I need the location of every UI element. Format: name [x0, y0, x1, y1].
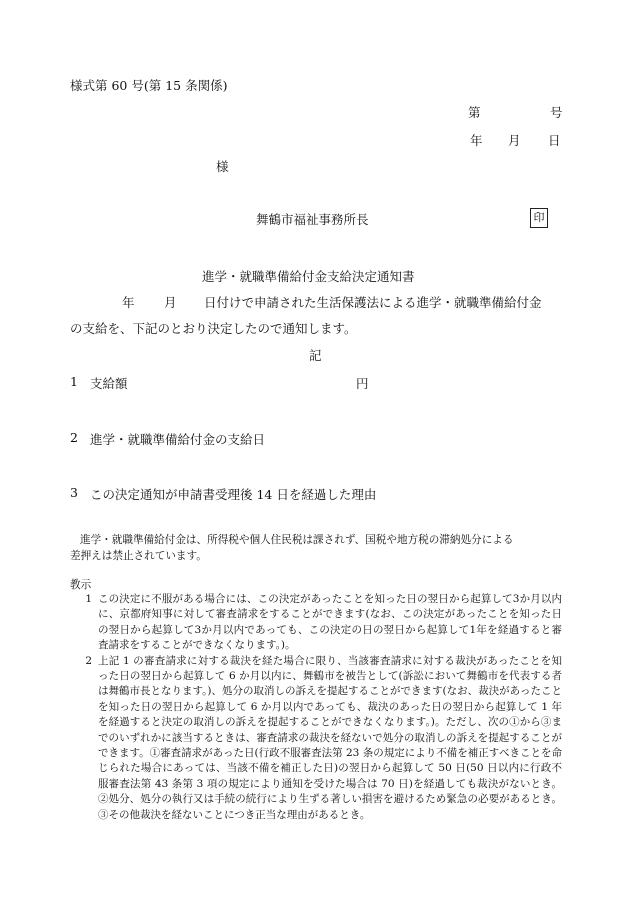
- doc-number-dai: 第: [468, 105, 481, 120]
- recipient-suffix: 様: [216, 159, 229, 174]
- instruction-number: 2: [85, 654, 92, 667]
- instructions-list: [70, 592, 562, 823]
- instructions-heading: 教示: [70, 579, 92, 591]
- date-year: 年: [470, 133, 483, 148]
- intro-year: 年: [122, 295, 135, 310]
- item-3-label: この決定通知が申請書受理後 14 日を経過した理由: [90, 487, 377, 502]
- intro-month: 月: [164, 295, 177, 310]
- instruction-item: [70, 654, 562, 823]
- item-1-number: 1: [70, 374, 78, 389]
- document-title: 進学・就職準備給付金支給決定通知書: [202, 269, 415, 284]
- note-line2: 差押えは禁止されています。: [70, 550, 207, 562]
- item-1-label: 支給額: [90, 376, 128, 391]
- date-month: 月: [508, 133, 521, 148]
- note-line1: 進学・就職準備給付金は、所得税や個人住民税は課されず、国税や地方税の滞納処分による: [80, 534, 514, 546]
- item-2-number: 2: [70, 430, 78, 445]
- intro-line2: の支給を、下記のとおり決定したので通知します。: [70, 321, 357, 336]
- instruction-item: [70, 592, 562, 654]
- item-3-number: 3: [70, 485, 78, 500]
- item-2-label: 進学・就職準備給付金の支給日: [90, 432, 266, 447]
- instruction-text: この決定に不服がある場合には、この決定があったことを知った日の翌日から起算して3か月以内に、京都府知事に対して審査請求をすることができます(なお、この決定があったことを知った日の翌日から起算して3か月以内であっても、この決定の日の翌日から起算して1年を経過すると審査請求をすることができなくなります。)。: [98, 593, 562, 652]
- ki-marker: 記: [309, 348, 322, 363]
- item-1-unit: 円: [356, 376, 369, 391]
- date-day: 日: [548, 133, 561, 148]
- instruction-text: 上記 1 の審査請求に対する裁決を経た場合に限り、当該審査請求に対する裁決があったことを知った日の翌日から起算して 6 か月以内に、舞鶴市を被告として(訴訟において舞鶴市を代表する者は舞鶴市長となります。)、処分の取消しの訴えを提起することができます(なお、裁決があったことを知った日の翌日から起算して 6 か月以内であっても、裁決のあった日の翌日から起算して 1 年を経過すると決定の取消しの訴えを提起することができなくなります。)。ただし、次の①から③までのいずれかに該当するときは、審査請求の裁決を経ないで処分の取消しの訴えを提起することができます。①審査請求があった日(行政不服審査法第 23 条の規定により不備を補正すべきことを命じられた場合にあっては、当該不備を補正した日)の翌日から起算して 50 日(50 日以内に行政不服審査法第 43 条第 3 項の規定により通知を受けた場合は 70 日)を経過しても裁決がないとき。②処分、処分の執行又は手続の続行により生ずる著しい損害を避けるため緊急の必要があるとき。③その他裁決を経ないことにつき正当な理由があるとき。: [98, 654, 562, 821]
- doc-number-go: 号: [550, 105, 563, 120]
- form-number: 様式第 60 号(第 15 条関係): [70, 78, 228, 93]
- sender-name: 舞鶴市福祉事務所長: [256, 212, 369, 227]
- instruction-number: 1: [85, 593, 92, 605]
- seal-stamp: 印: [530, 208, 548, 228]
- intro-line1-text: 日付けで申請された生活保護法による進学・就職準備給付金: [204, 295, 542, 310]
